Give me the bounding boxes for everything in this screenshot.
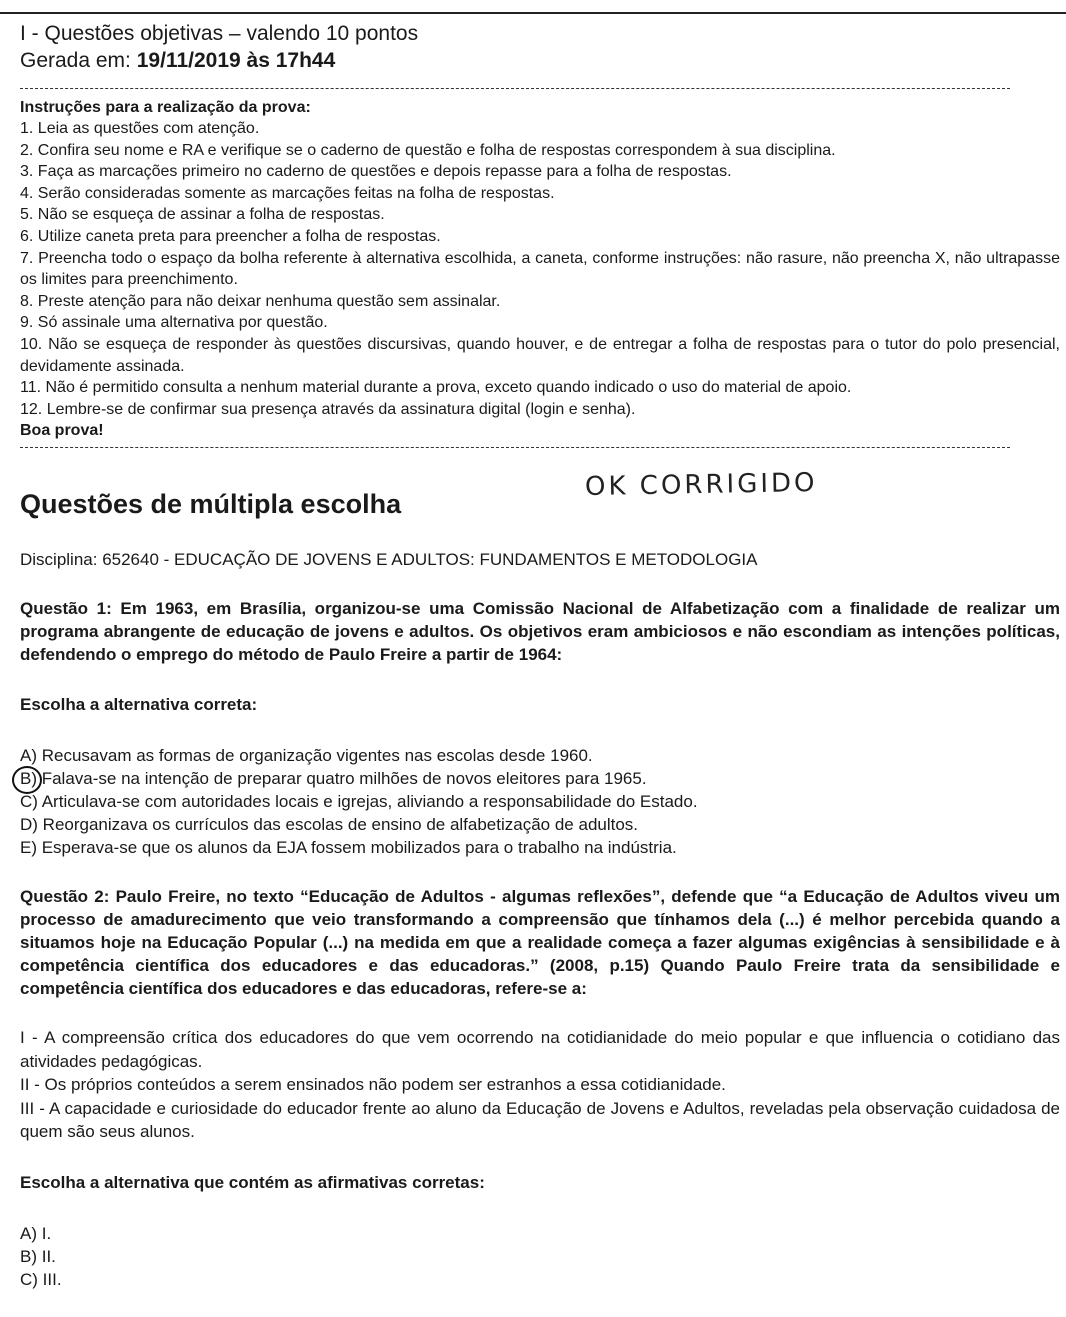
closing-text: Boa prova! (20, 422, 104, 440)
alternative-b-text: B) Falava-se na intenção de preparar quatro milhões de novos eleitores para 1965. (20, 769, 647, 789)
discipline-line: Disciplina: 652640 - EDUCAÇÃO DE JOVENS E ADULTOS: FUNDAMENTOS E METODOLOGIA (20, 550, 758, 570)
instruction-item: 9. Só assinale uma alternativa por questão. (20, 314, 328, 332)
instruction-item: 10. Não se esqueça de responder às questões discursivas, quando houver, e de entregar a folha de respostas para o tutor do polo presencial, devidamente assinada. (20, 335, 1060, 375)
instruction-item: 8. Preste atenção para não deixar nenhuma questão sem assinalar. (20, 292, 501, 310)
instruction-item: 7. Preencha todo o espaço da bolha referente à alternativa escolhida, a caneta, conforme instruções: não rasure, não preencha X, não ultrapasse os limites para preenchimento. (20, 249, 1060, 289)
generated-date-line (20, 47, 1060, 74)
alternative-b: B) II. (20, 1246, 56, 1266)
instruction-item: 1. Leia as questões com atenção. (20, 120, 260, 137)
instruction-item: 2. Confira seu nome e RA e verifique se o caderno de questão e folha de respostas correspondem à sua disciplina. (20, 141, 836, 159)
statement-i: I - A compreensão crítica dos educadores do que vem ocorrendo na cotidianidade do meio popular e que influencia o cotidiano das atividades pedagógicas. (20, 1028, 1060, 1071)
instruction-item: 5. Não se esqueça de assinar a folha de respostas. (20, 206, 385, 224)
instruction-item: 11. Não é permitido consulta a nenhum material durante a prova, exceto quando indicado o uso do material de apoio. (20, 379, 852, 397)
alternative-a: A) I. (20, 1223, 52, 1243)
generated-value: 19/11/2019 às 17h44 (136, 49, 336, 72)
question-2-prompt: Escolha a alternativa que contém as afirmativas corretas: (20, 1172, 485, 1192)
alternative-e: E) Esperava-se que os alunos da EJA fossem mobilizados para o trabalho na indústria. (20, 838, 677, 858)
instruction-item: 12. Lembre-se de confirmar sua presença através da assinatura digital (login e senha). (20, 400, 636, 418)
instructions-title: Instruções para a realização da prova: (20, 99, 311, 116)
instruction-item: 4. Serão consideradas somente as marcações feitas na folha de respostas. (20, 184, 555, 202)
dashed-divider (20, 447, 1010, 448)
alternative-c: C) Articulava-se com autoridades locais e igrejas, aliviando a responsabilidade do Estado. (20, 792, 698, 812)
alternative-a: A) Recusavam as formas de organização vigentes nas escolas desde 1960. (20, 746, 593, 766)
exam-header-line: I - Questões objetivas – valendo 10 pontos (20, 22, 419, 45)
alternative-d: D) Reorganizava os currículos das escolas de ensino de alfabetização de adultos. (20, 815, 639, 835)
instruction-item: 3. Faça as marcações primeiro no caderno de questões e depois repasse para a folha de respostas. (20, 163, 732, 181)
alternative-b (20, 767, 1060, 790)
section-title: Questões de múltipla escolha (20, 489, 402, 520)
question-1-text: Questão 1: Em 1963, em Brasília, organizou-se uma Comissão Nacional de Alfabetização com a finalidade de realizar um programa abrangente de educação de jovens e adultos. Os objetivos eram ambiciosos e não escondiam as intenções políticas, defendendo o emprego do método de Paulo Freire a partir de 1964: (20, 599, 1060, 665)
question-2-alternatives (20, 1222, 1060, 1291)
exam-page (20, 20, 1060, 1291)
question-1-prompt: Escolha a alternativa correta: (20, 695, 258, 715)
statement-ii: II - Os próprios conteúdos a serem ensinados não podem ser estranhos a essa cotidianidade. (20, 1075, 726, 1095)
question-2-text: Questão 2: Paulo Freire, no texto “Educação de Adultos - algumas reflexões”, defende que “a Educação de Adultos viveu um processo de amadurecimento que veio transformando a compreensão que tínhamos dela (...) é melhor percebida quando a situamos hoje na Educação Popular (...) na medida em que a realidade começa a fazer algumas exigências à sensibilidade e à competência científica dos educadores e das educadoras.” (2008, p.15) Quando Paulo Freire trata da sensibilidade e competência científica dos educadores e das educadoras, refere-se a: (20, 887, 1060, 999)
generated-label: Gerada em: (20, 49, 137, 72)
statement-iii: III - A capacidade e curiosidade do educador frente ao aluno da Educação de Jovens e Adultos, reveladas pela observação cuidadosa de quem são seus alunos. (20, 1098, 1060, 1142)
question-2-statements (20, 1026, 1060, 1144)
instructions-list (20, 118, 1060, 420)
alternative-c: C) III. (20, 1269, 62, 1289)
handwritten-note: OK CORRIGIDO (584, 467, 818, 503)
top-rule (0, 12, 1066, 14)
dashed-divider (20, 88, 1010, 89)
question-1-alternatives (20, 744, 1060, 859)
instruction-item: 6. Utilize caneta preta para preencher a folha de respostas. (20, 227, 441, 245)
